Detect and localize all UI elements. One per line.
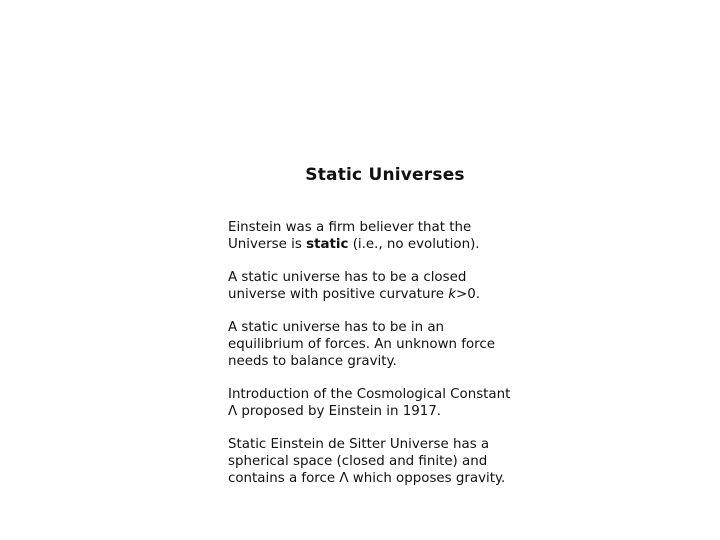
slide-body	[228, 220, 558, 504]
text-line: Λ proposed by Einstein in 1917.	[228, 403, 442, 419]
text-line: Introduction of the Cosmological Constant	[228, 387, 511, 403]
italic-symbol: k	[448, 286, 456, 302]
text-line: equilibrium of forces. An unknown force	[228, 336, 495, 352]
text-line: spherical space (closed and finite) and	[228, 453, 488, 469]
body-paragraph	[228, 320, 558, 370]
slide-title: Static Universes	[305, 165, 465, 185]
text-line: A static universe has to be in an	[228, 320, 445, 336]
text-line: A static universe has to be a closed	[228, 270, 467, 286]
text-line: Static Einstein de Sitter Universe has a	[228, 437, 490, 453]
text-line: needs to balance gravity.	[228, 353, 397, 369]
text-line: universe with positive curvature k>0.	[228, 286, 480, 302]
text-line: contains a force Λ which opposes gravity.	[228, 470, 506, 486]
body-paragraph	[228, 220, 558, 253]
body-paragraph	[228, 270, 558, 303]
text-line: Einstein was a firm believer that the	[228, 220, 472, 235]
body-paragraph	[228, 387, 558, 420]
bold-term: static	[306, 236, 349, 252]
text-line: Universe is static (i.e., no evolution).	[228, 236, 480, 252]
body-paragraph	[228, 437, 558, 487]
